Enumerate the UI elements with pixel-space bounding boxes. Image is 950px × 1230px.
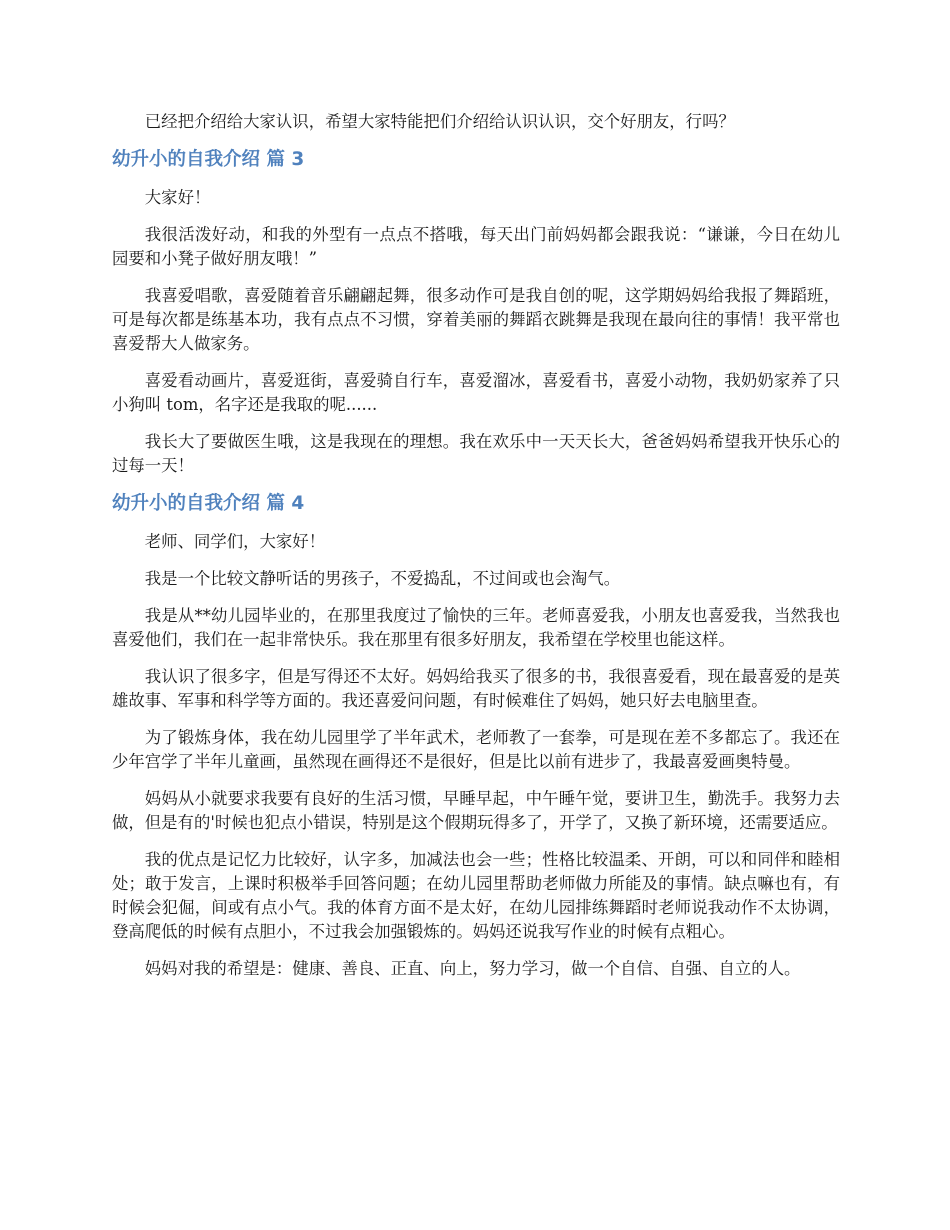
paragraph: 已经把介绍给大家认识，希望大家特能把们介绍给认识认识，交个好朋友，行吗？ [144,112,735,131]
paragraph: 大家好！ [144,188,211,207]
document-page [112,110,840,994]
paragraph: 老师、同学们，大家好！ [144,532,326,551]
paragraph: 我很活泼好动，和我的外型有一点点不搭哦，每天出门前妈妈都会跟我说：“谦谦，今日在幼儿园要和小凳子做好朋友哦！” [112,225,840,268]
paragraph: 妈妈对我的希望是：健康、善良、正直、向上，努力学习，做一个自信、自强、自立的人。 [144,959,801,978]
section-heading-4: 幼升小的自我介绍 篇 4 [112,493,305,514]
paragraph: 为了锻炼身体，我在幼儿园里学了半年武术，老师教了一套拳，可是现在差不多都忘了。我还在少年宫学了半年儿童画，虽然现在画得还不是很好，但是比以前有进步了，我最喜爱画奥特曼。 [112,728,840,771]
paragraph: 喜爱看动画片，喜爱逛街，喜爱骑自行车，喜爱溜冰，喜爱看书，喜爱小动物，我奶奶家养了只小狗叫 tom，名字还是我取的呢...... [112,371,840,414]
paragraph: 我是一个比较文静听话的男孩子，不爱捣乱，不过间或也会淘气。 [144,569,621,588]
paragraph: 我是从**幼儿园毕业的，在那里我度过了愉快的三年。老师喜爱我，小朋友也喜爱我，当然我也喜爱他们，我们在一起非常快乐。我在那里有很多好朋友，我希望在学校里也能这样。 [112,606,840,649]
paragraph: 我认识了很多字，但是写得还不太好。妈妈给我买了很多的书，我很喜爱看，现在最喜爱的是英雄故事、军事和科学等方面的。我还喜爱问问题，有时候难住了妈妈，她只好去电脑里查。 [112,667,840,710]
paragraph: 妈妈从小就要求我要有良好的生活习惯，早睡早起，中午睡午觉，要讲卫生，勤洗手。我努力去做，但是有的'时候也犯点小错误，特别是这个假期玩得多了，开学了，又换了新环境，还需要适应。 [112,789,840,832]
paragraph: 我长大了要做医生哦，这是我现在的理想。我在欢乐中一天天长大，爸爸妈妈希望我开快乐心的过每一天！ [112,432,840,475]
paragraph: 我喜爱唱歌，喜爱随着音乐翩翩起舞，很多动作可是我自创的呢，这学期妈妈给我报了舞蹈班，可是每次都是练基本功，我有点点不习惯，穿着美丽的舞蹈衣跳舞是我现在最向往的事情！我平常也喜爱帮大人做家务。 [112,286,840,353]
paragraph: 我的优点是记忆力比较好，认字多，加减法也会一些；性格比较温柔、开朗，可以和同伴和睦相处；敢于发言，上课时积极举手回答问题；在幼儿园里帮助老师做力所能及的事情。缺点嘛也有，有时候会犯倔，间或有点小气。我的体育方面不是太好，在幼儿园排练舞蹈时老师说我动作不太协调，登高爬低的时候有点胆小，不过我会加强锻炼的。妈妈还说我写作业的时候有点粗心。 [112,850,840,941]
section-heading-3: 幼升小的自我介绍 篇 3 [112,149,305,170]
